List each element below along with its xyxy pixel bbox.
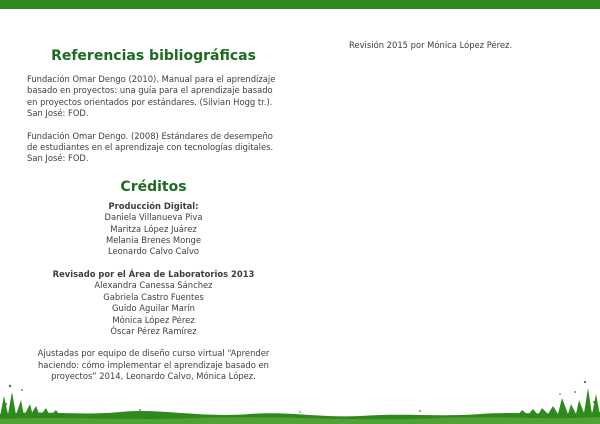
adjusted-line: Ajustadas por equipo de diseño curso virtual “Aprender: [37, 348, 270, 359]
adjusted-line: haciendo: cómo implementar el aprendizaje basado en: [38, 359, 269, 370]
reference-line: basado en proyectos: una guía para el aprendizaje basado: [27, 85, 273, 96]
reference-entry: [27, 74, 280, 120]
credit-name: Mónica López Pérez: [112, 314, 195, 325]
credit-name: Melania Brenes Monge: [105, 235, 202, 246]
reference-line: Fundación Omar Dengo. (2008) Estándares de desempeño: [27, 130, 273, 141]
credit-name: Maritza López Juárez: [110, 223, 197, 234]
credit-name: Alexandra Canessa Sánchez: [94, 280, 213, 291]
reference-line: de estudiantes en el aprendizaje con tecnologías digitales.: [27, 142, 274, 153]
credit-name: Daniela Villanueva Piva: [104, 212, 203, 223]
adjusted-line: proyectos” 2014, Leonardo Calvo, Mónica López.: [51, 371, 256, 382]
reference-entry: [27, 131, 280, 165]
credit-name: Gabriela Castro Fuentes: [103, 291, 204, 302]
review-credits: [27, 269, 280, 337]
reference-line: en proyectos orientados por estándares. (Silvian Hogg tr.).: [27, 96, 273, 107]
production-heading: Producción Digital:: [108, 200, 199, 211]
top-green-bar: [0, 0, 600, 9]
review-heading: Revisado por el Área de Laboratorios 2013: [52, 268, 255, 279]
credit-name: Óscar Pérez Ramírez: [110, 325, 197, 336]
credit-name: Leonardo Calvo Calvo: [107, 246, 200, 257]
references-title: Referencias bibliográficas: [51, 48, 256, 64]
left-column: [27, 47, 280, 383]
credits-title: Créditos: [120, 178, 187, 195]
production-credits: [27, 201, 280, 258]
grass-decoration: [0, 374, 600, 424]
credit-name: Guido Aguilar Marín: [112, 303, 195, 314]
reference-line: San José: FOD.: [27, 108, 89, 119]
reference-line: San José: FOD.: [27, 153, 89, 164]
reference-line: Fundación Omar Dengo (2010). Manual para el aprendizaje: [27, 74, 276, 84]
revision-note: Revisión 2015 por Mónica López Pérez.: [349, 40, 513, 50]
